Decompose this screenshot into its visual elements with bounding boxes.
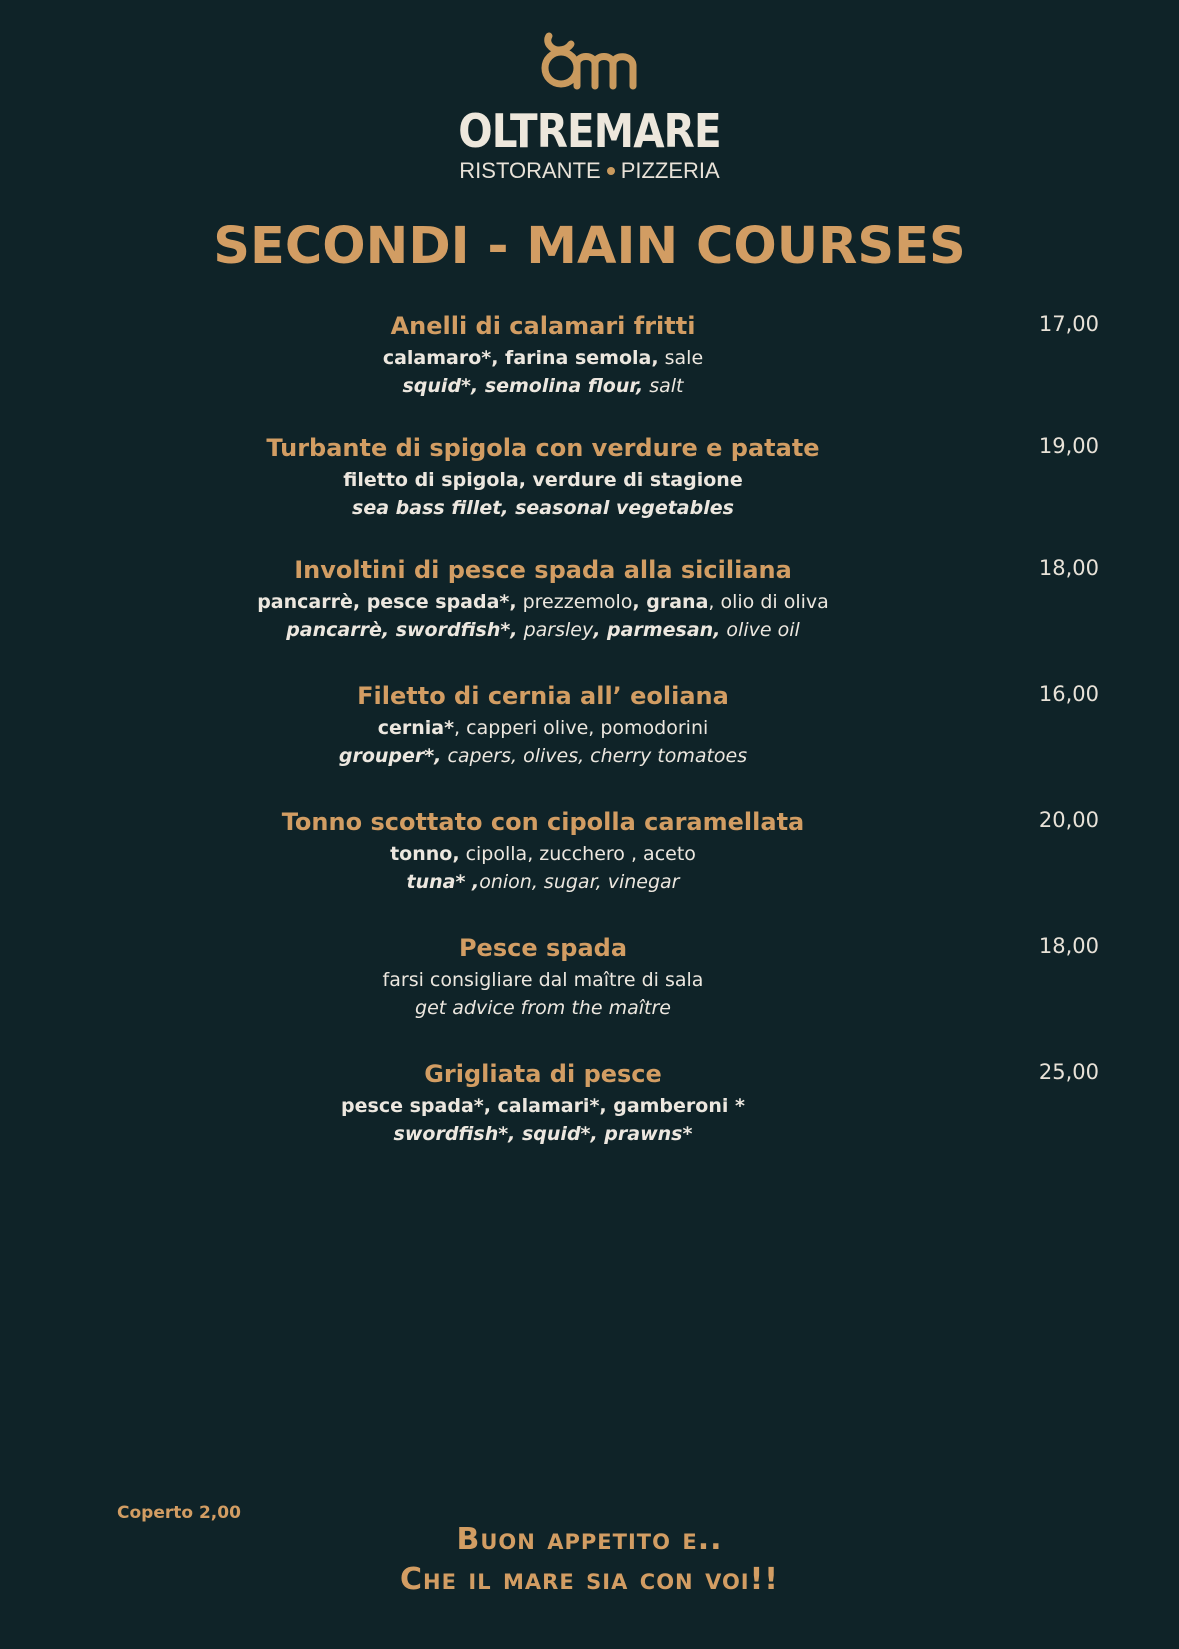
dish-price: 19,00 — [1038, 434, 1099, 458]
dish-name: Turbante di spigola con verdure e patate — [266, 434, 820, 462]
menu-item-text — [200, 806, 886, 896]
logo-wordmark: OLTREMARE — [458, 104, 721, 158]
ingredient-segment: squid*, semolina flour, — [402, 375, 644, 397]
ingredient-segment: pancarrè, swordfish*, — [286, 619, 518, 641]
ingredient-segment: get advice from the maître — [415, 997, 671, 1019]
logo-subtitle — [0, 158, 1179, 184]
dish-price: 25,00 — [1038, 1060, 1099, 1084]
ingredient-segment: salt — [643, 375, 684, 397]
menu-item-text — [200, 554, 886, 644]
closing-line-2: Che il mare sia con voi!! — [400, 1562, 779, 1597]
ingredient-segment: , grana — [632, 591, 709, 613]
menu-item-text — [200, 680, 886, 770]
menu-item-text — [200, 932, 886, 1022]
menu-item-text — [200, 310, 886, 400]
ingredient-segment: swordfish*, squid*, prawns* — [393, 1123, 693, 1145]
dish-name: Involtini di pesce spada alla siciliana — [294, 556, 792, 584]
closing-line-1: Buon appetito e.. — [456, 1522, 723, 1557]
closing-message — [0, 1520, 1179, 1600]
ingredients-english — [200, 994, 886, 1022]
ingredient-segment: onion, sugar, vinegar — [479, 871, 680, 893]
ingredients-english — [200, 868, 886, 896]
dish-price: 20,00 — [1038, 808, 1099, 832]
ingredient-segment: , parmesan, — [593, 619, 721, 641]
ingredients-italian — [200, 966, 886, 994]
ingredient-segment: sale — [658, 347, 704, 369]
ingredient-segment: olive oil — [720, 619, 800, 641]
ingredients-english — [200, 494, 886, 522]
cover-charge: Coperto 2,00 — [117, 1503, 241, 1523]
ingredient-segment: cipolla, zucchero , aceto — [459, 843, 696, 865]
logo-subtitle-right: PIZZERIA — [620, 158, 720, 183]
ingredients-italian — [200, 840, 886, 868]
ingredient-segment: tuna* , — [406, 871, 480, 893]
dish-name: Filetto di cernia all’ eoliana — [357, 682, 729, 710]
ingredient-segment: sea bass fillet, seasonal vegetables — [352, 497, 734, 519]
ingredient-segment: tonno, — [390, 843, 460, 865]
ingredients-english — [200, 616, 886, 644]
ingredients-english — [200, 372, 886, 400]
menu-item-text — [200, 1058, 886, 1148]
ingredients-english — [200, 742, 886, 770]
ingredients-italian — [200, 588, 886, 616]
ingredient-segment: , olio di oliva — [708, 591, 829, 613]
ingredient-segment: capers, olives, cherry tomatoes — [441, 745, 748, 767]
dish-price: 18,00 — [1038, 556, 1099, 580]
ingredients-italian — [200, 344, 886, 372]
dish-name: Grigliata di pesce — [424, 1060, 662, 1088]
restaurant-logo — [0, 30, 1179, 184]
menu-item-text — [200, 432, 886, 522]
ingredient-segment: farsi consigliare dal maître di sala — [382, 969, 704, 991]
dish-price: 18,00 — [1038, 934, 1099, 958]
ingredient-segment: calamaro*, farina semola, — [382, 347, 659, 369]
logo-subtitle-left: RISTORANTE — [459, 158, 601, 183]
ingredients-italian — [200, 714, 886, 742]
dish-name: Tonno scottato con cipolla caramellata — [281, 808, 805, 836]
ingredients-italian — [200, 466, 886, 494]
ingredients-italian — [200, 1092, 886, 1120]
dish-name: Pesce spada — [458, 934, 628, 962]
dish-name: Anelli di calamari fritti — [390, 312, 696, 340]
ingredient-segment: parsley — [517, 619, 594, 641]
ingredient-segment: pesce spada*, calamari*, gamberoni * — [341, 1095, 745, 1117]
dish-price: 17,00 — [1038, 312, 1099, 336]
ingredients-english — [200, 1120, 886, 1148]
section-title: SECONDI - MAIN COURSES — [213, 217, 966, 276]
om-monogram-icon — [535, 30, 645, 94]
ingredient-segment: prezzemolo — [516, 591, 633, 613]
dot-separator-icon — [607, 167, 615, 175]
ingredient-segment: , capperi olive, pomodorini — [454, 717, 709, 739]
dish-price: 16,00 — [1038, 682, 1099, 706]
ingredient-segment: grouper*, — [338, 745, 442, 767]
ingredient-segment: filetto di spigola, verdure di stagione — [343, 469, 743, 491]
ingredient-segment: pancarrè, pesce spada*, — [257, 591, 517, 613]
ingredient-segment: cernia* — [377, 717, 455, 739]
